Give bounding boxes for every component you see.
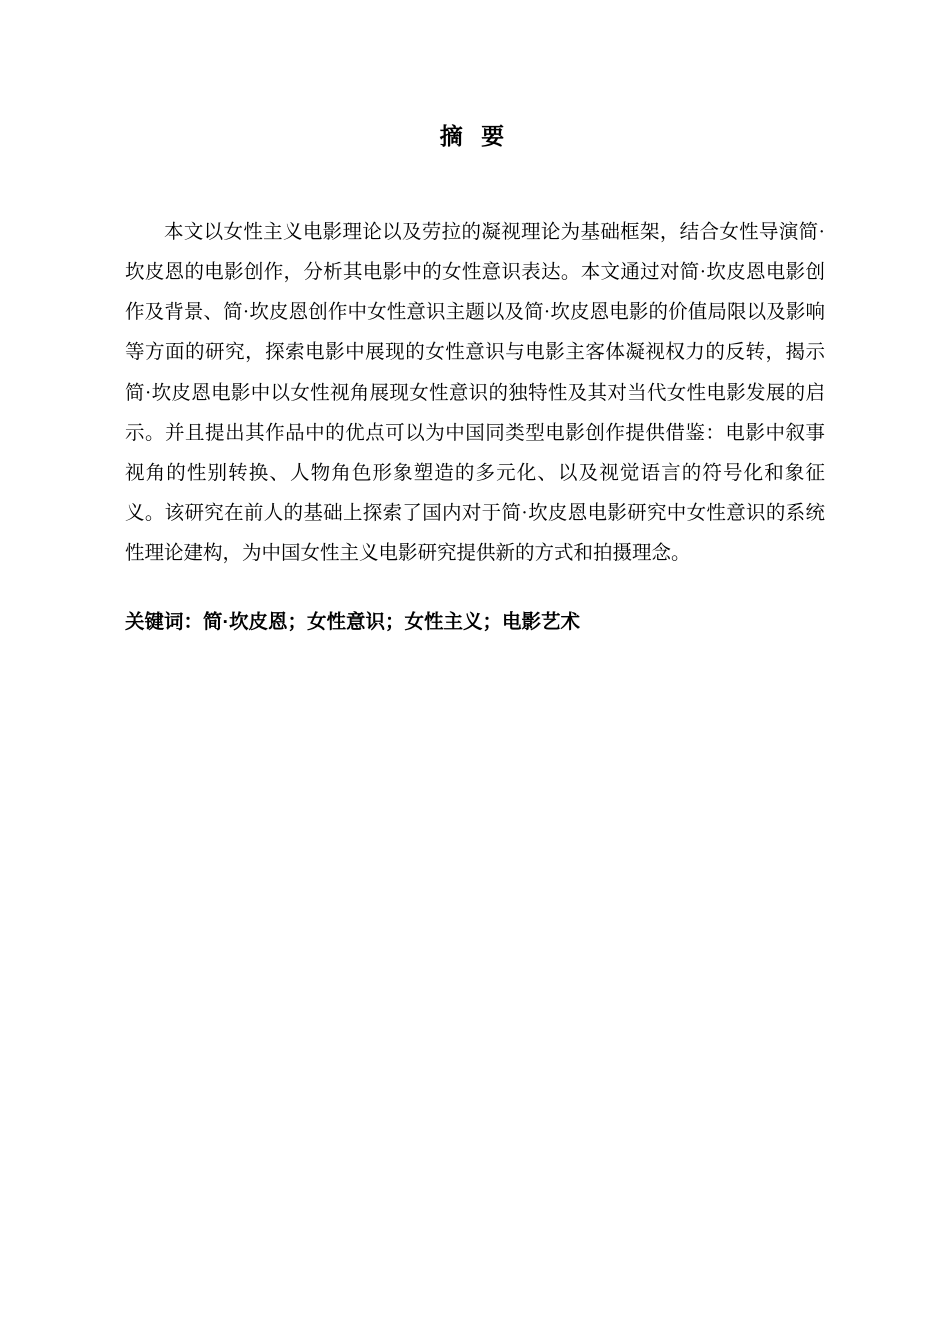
abstract-paragraph: 本文以女性主义电影理论以及劳拉的凝视理论为基础框架，结合女性导演简·坎皮恩的电影创作，分析其电影中的女性意识表达。本文通过对简·坎皮恩电影创作及背景、简·坎皮恩创作中女性意识主题以及简·坎皮恩电影的价值局限以及影响等方面的研究，探索电影中展现的女性意识与电影主客体凝视权力的反转，揭示简·坎皮恩电影中以女性视角展现女性意识的独特性及其对当代女性电影发展的启示。并且提出其作品中的优点可以为中国同类型电影创作提供借鉴：电影中叙事视角的性别转换、人物角色形象塑造的多元化、以及视觉语言的符号化和象征义。该研究在前人的基础上探索了国内对于简·坎皮恩电影研究中女性意识的系统性理论建构，为中国女性主义电影研究提供新的方式和拍摄理念。 <box>125 222 825 565</box>
page-content <box>125 0 825 641</box>
page-title: 摘 要 <box>439 123 511 149</box>
keywords-line: 关键词：简·坎皮恩；女性意识；女性主义；电影艺术 <box>125 611 580 634</box>
